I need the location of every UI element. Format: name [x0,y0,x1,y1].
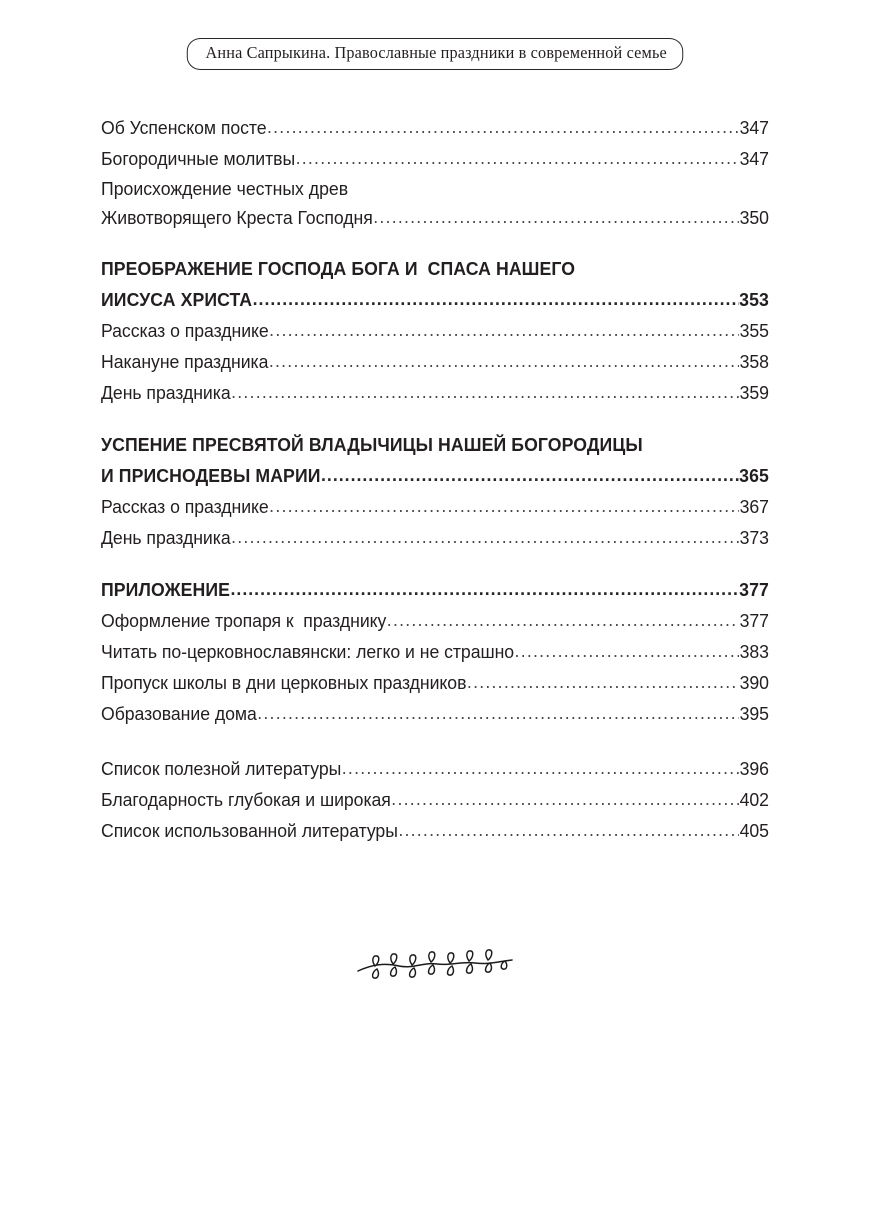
toc-leader-dots [231,521,739,552]
toc-entry-label: Рассказ о празднике [101,320,269,341]
toc-leader-dots [467,666,739,697]
toc-leader-dots [373,202,739,231]
toc-heading-page: 377 [739,579,769,600]
toc-leader-dots [257,697,739,728]
toc-entry[interactable] [101,112,769,143]
toc-entry-label: Богородичные молитвы [101,148,296,169]
toc-entry-page: 377 [739,610,769,631]
running-header-title: Анна Сапрыкина. Православные праздники в современной семье [205,43,667,62]
toc-section-heading[interactable] [101,429,769,491]
toc-entry-page: 402 [739,789,769,810]
ornament-container [0,948,870,982]
toc-heading-line2: ПРИЛОЖЕНИЕ [101,579,231,600]
toc-entry[interactable] [101,143,769,174]
section-spacer [101,232,769,253]
toc-leader-dots [253,283,739,314]
toc-entry[interactable] [101,784,769,815]
toc-entry-label-line1: Происхождение честных древ [101,178,349,199]
toc-entry[interactable] [101,698,769,729]
toc-heading-page: 365 [739,465,769,486]
toc-entry-label: День праздника [101,527,231,548]
toc-leader-dots [387,604,739,635]
toc-entry[interactable] [101,636,769,667]
toc-entry[interactable] [101,174,769,232]
toc-section-heading[interactable] [101,253,769,315]
running-header-box [187,38,684,70]
toc-entry-page: 347 [739,117,769,138]
toc-entry[interactable] [101,815,769,846]
toc-leader-dots [321,459,739,490]
toc-leader-dots [515,635,740,666]
toc-entry-label: Благодарность глубокая и широкая [101,789,391,810]
toc-entry[interactable] [101,522,769,553]
toc-entry-label: Об Успенском посте [101,117,267,138]
toc-entry-page: 367 [739,496,769,517]
toc-leader-dots [269,490,739,521]
toc-heading-line2: ИИСУСА ХРИСТА [101,289,253,310]
toc-entry-page: 350 [739,207,769,228]
table-of-contents [101,112,769,846]
toc-section-heading[interactable] [101,574,769,605]
toc-entry-page: 396 [739,758,769,779]
toc-leader-dots [231,573,739,604]
group-spacer [101,729,769,753]
toc-entry[interactable] [101,346,769,377]
toc-entry[interactable] [101,491,769,522]
toc-entry-page: 359 [739,382,769,403]
toc-entry-label: Список полезной литературы [101,758,342,779]
running-header [0,38,870,70]
toc-entry[interactable] [101,315,769,346]
toc-entry-page: 358 [739,351,769,372]
toc-leader-dots [231,376,739,407]
toc-entry-page: 355 [739,320,769,341]
toc-entry[interactable] [101,753,769,784]
toc-entry[interactable] [101,605,769,636]
toc-entry-page: 395 [739,703,769,724]
toc-heading-line1: УСПЕНИЕ ПРЕСВЯТОЙ ВЛАДЫЧИЦЫ НАШЕЙ БОГОРОДИЦЫ [101,434,643,455]
toc-entry-page: 383 [739,641,769,662]
toc-entry-page: 347 [739,148,769,169]
toc-entry[interactable] [101,667,769,698]
toc-entry-label: Оформление тропаря к празднику [101,610,387,631]
toc-leader-dots [269,345,739,376]
toc-entry[interactable] [101,377,769,408]
toc-entry-label-line2: Животворящего Креста Господня [101,207,373,228]
toc-entry-label: Читать по-церковнославянски: легко и не страшно [101,641,515,662]
toc-entry-label: Пропуск школы в дни церковных праздников [101,672,467,693]
toc-entry-page: 405 [739,820,769,841]
toc-leader-dots [296,142,739,173]
toc-entry-page: 390 [739,672,769,693]
toc-entry-label: Накануне праздника [101,351,269,372]
toc-heading-line2: И ПРИСНОДЕВЫ МАРИИ [101,465,321,486]
section-spacer [101,553,769,574]
toc-entry-label: Рассказ о празднике [101,496,269,517]
toc-entry-label: Образование дома [101,703,257,724]
toc-heading-line1: ПРЕОБРАЖЕНИЕ ГОСПОДА БОГА И СПАСА НАШЕГО [101,258,576,279]
toc-leader-dots [269,314,739,345]
toc-leader-dots [267,111,739,142]
leafy-vine-ornament [355,948,515,982]
toc-leader-dots [398,814,739,845]
section-spacer [101,408,769,429]
toc-heading-page: 353 [739,289,769,310]
toc-entry-label: День праздника [101,382,231,403]
toc-leader-dots [391,783,739,814]
toc-leader-dots [342,752,739,783]
toc-entry-label: Список использованной литературы [101,820,398,841]
toc-entry-page: 373 [739,527,769,548]
